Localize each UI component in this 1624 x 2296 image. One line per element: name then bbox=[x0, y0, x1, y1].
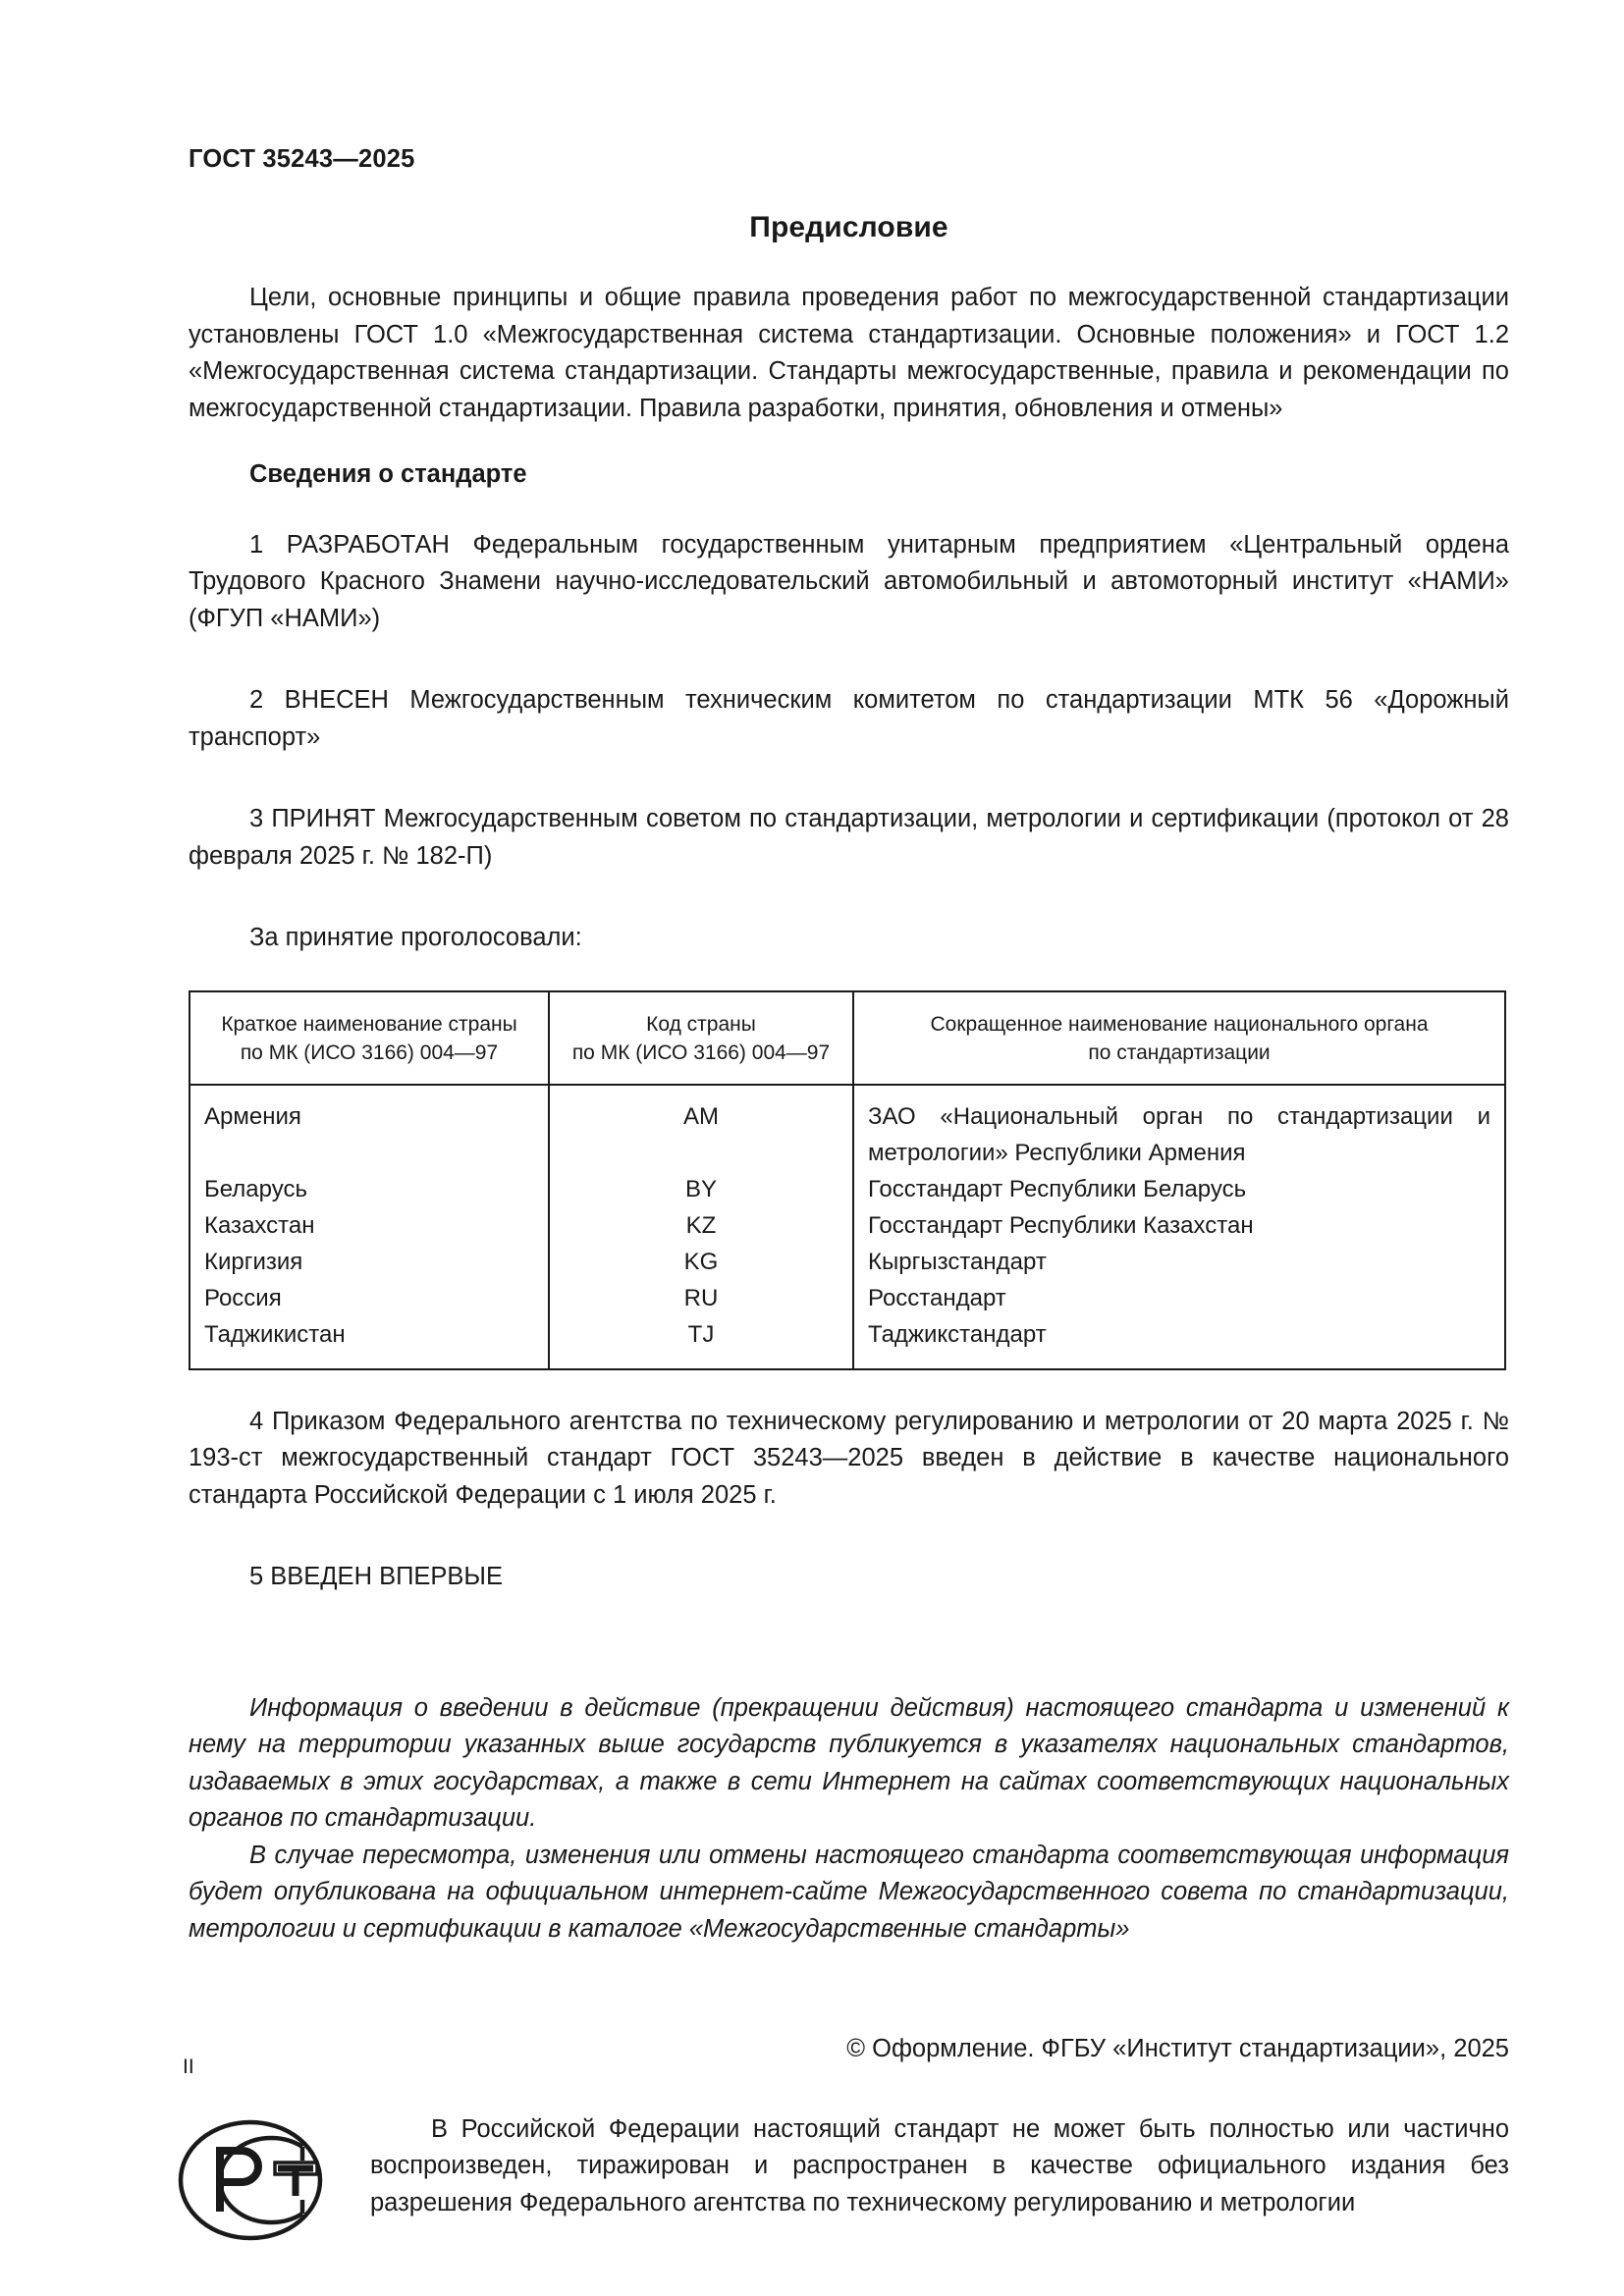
rst-certification-emblem-icon bbox=[177, 2117, 324, 2243]
table-header-country-line2: по МК (ИСО 3166) 004—97 bbox=[240, 1041, 499, 1064]
spacer bbox=[189, 2008, 1509, 2031]
votes-table bbox=[189, 990, 1506, 1370]
table-cell-country: Киргизия bbox=[189, 1244, 549, 1280]
table-row bbox=[189, 1316, 1505, 1369]
standard-info-item-2: 2 ВНЕСЕН Межгосударственным техническим комитетом по стандартизации МТК 56 «Дорожный транспорт» bbox=[189, 686, 1509, 751]
table-row bbox=[189, 1207, 1505, 1244]
standard-info-item-1: 1 РАЗРАБОТАН Федеральным государственным унитарным предприятием «Центральный ордена Трудового Красного Знамени научно-исследовательский автомобильный и автомоторный институт «НАМИ» (ФГУП «НАМИ») bbox=[189, 530, 1509, 632]
table-header-organ bbox=[853, 991, 1505, 1085]
standard-info-item-3: 3 ПРИНЯТ Межгосударственным советом по стандартизации, метрологии и сертификации (протокол от 28 февраля 2025 г. № 182-П) bbox=[189, 805, 1509, 870]
table-cell-organ: Кыргызстандарт bbox=[868, 1248, 1047, 1275]
table-header-code-line2: по МК (ИСО 3166) 004—97 bbox=[571, 1041, 831, 1064]
footer-block bbox=[189, 2111, 1509, 2278]
spacer bbox=[189, 1657, 1509, 1690]
table-cell-country: Россия bbox=[189, 1280, 549, 1316]
section-heading-standard-info: Сведения о стандарте bbox=[249, 460, 527, 488]
spacer bbox=[189, 1514, 1509, 1559]
table-cell-organ: Таджикстандарт bbox=[868, 1320, 1047, 1348]
spacer bbox=[189, 1596, 1509, 1657]
spacer bbox=[189, 494, 1509, 527]
standard-info-item-4: 4 Приказом Федерального агентства по техническому регулированию и метрологии от 20 марта 2025 г. № 193-ст межгосударственный стандарт ГОСТ 35243—2025 введен в действие в качестве национального стандарта Российской Федерации с 1 июля 2025 г. bbox=[189, 1407, 1509, 1509]
running-header-standard-id: ГОСТ 35243—2025 bbox=[189, 145, 415, 173]
table-cell-code: KZ bbox=[549, 1207, 853, 1244]
table-header-organ-line2: по стандартизации bbox=[1088, 1041, 1271, 1064]
table-row bbox=[189, 1085, 1505, 1171]
table-row bbox=[189, 1244, 1505, 1280]
page-title: Предисловие bbox=[749, 211, 948, 243]
table-cell-country: Армения bbox=[189, 1085, 549, 1171]
table-cell-country: Казахстан bbox=[189, 1207, 549, 1244]
spacer bbox=[189, 1370, 1509, 1404]
spacer bbox=[189, 756, 1509, 801]
table-row bbox=[189, 1171, 1505, 1207]
standard-info-item-5: 5 ВВЕДЕН ВПЕРВЫЕ bbox=[249, 1563, 504, 1590]
table-header-organ-line1: Сокращенное наименование национального органа bbox=[930, 1012, 1429, 1036]
table-cell-organ: Росстандарт bbox=[868, 1284, 1006, 1311]
spacer bbox=[189, 637, 1509, 682]
spacer bbox=[189, 875, 1509, 920]
page-content bbox=[189, 211, 1509, 2278]
table-cell-country: Таджикистан bbox=[189, 1316, 549, 1369]
intro-paragraph: Цели, основные принципы и общие правила проведения работ по межгосударственной стандартизации установлены ГОСТ 1.0 «Межгосударственная система стандартизации. Основные положения» и ГОСТ 1.2 «Межгосударственная система стандартизации. Стандарты межгосударственные, правила и рекомендации по межгосударственной стандартизации. Правила разработки, принятия, обновления и отмены» bbox=[189, 284, 1509, 422]
table-header-country bbox=[189, 991, 549, 1085]
table-header-code bbox=[549, 991, 853, 1085]
table-cell-code: BY bbox=[549, 1171, 853, 1207]
table-cell-organ: Госстандарт Республики Беларусь bbox=[868, 1175, 1247, 1202]
page-number: II bbox=[183, 2056, 194, 2078]
table-header-country-line1: Краткое наименование страны bbox=[221, 1012, 517, 1036]
table-cell-organ: Госстандарт Республики Казахстан bbox=[868, 1211, 1254, 1239]
table-cell-code: AM bbox=[549, 1085, 853, 1171]
spacer bbox=[189, 1948, 1509, 2008]
copyright-line: © Оформление. ФГБУ «Институт стандартизации», 2025 bbox=[846, 2035, 1509, 2062]
table-cell-code: TJ bbox=[549, 1316, 853, 1369]
table-row bbox=[189, 1280, 1505, 1316]
table-cell-country: Беларусь bbox=[189, 1171, 549, 1207]
table-cell-code: RU bbox=[549, 1280, 853, 1316]
notice-revision-info: В случае пересмотра, изменения или отмены настоящего стандарта соответствующая информация будет опубликована на официальном интернет-сайте Межгосударственного совета по стандартизации, метрологии и сертификации в каталоге «Межгосударственные стандарты» bbox=[189, 1841, 1509, 1943]
table-header-row bbox=[189, 991, 1505, 1085]
table-cell-code: KG bbox=[549, 1244, 853, 1280]
spacer bbox=[189, 957, 1509, 990]
footer-reproduction-notice: В Российской Федерации настоящий стандарт не может быть полностью или частично воспроизведен, тиражирован и распространен в качестве официального издания без разрешения Федерального агентства по техническому регулированию и метрологии bbox=[370, 2114, 1509, 2216]
table-cell-organ: ЗАО «Национальный орган по стандартизации и метрологии» Республики Армения bbox=[868, 1102, 1490, 1166]
vote-intro-text: За принятие проголосовали: bbox=[249, 924, 582, 951]
table-header-code-line1: Код страны bbox=[646, 1012, 756, 1036]
notice-publication-info: Информация о введении в действие (прекращении действия) настоящего стандарта и изменений к нему на территории указанных выше государств публикуется в указателях национальных стандартов, издаваемых в этих государствах, а также в сети Интернет на сайтах соответствующих национальных органов по стандартизации. bbox=[189, 1693, 1509, 1832]
